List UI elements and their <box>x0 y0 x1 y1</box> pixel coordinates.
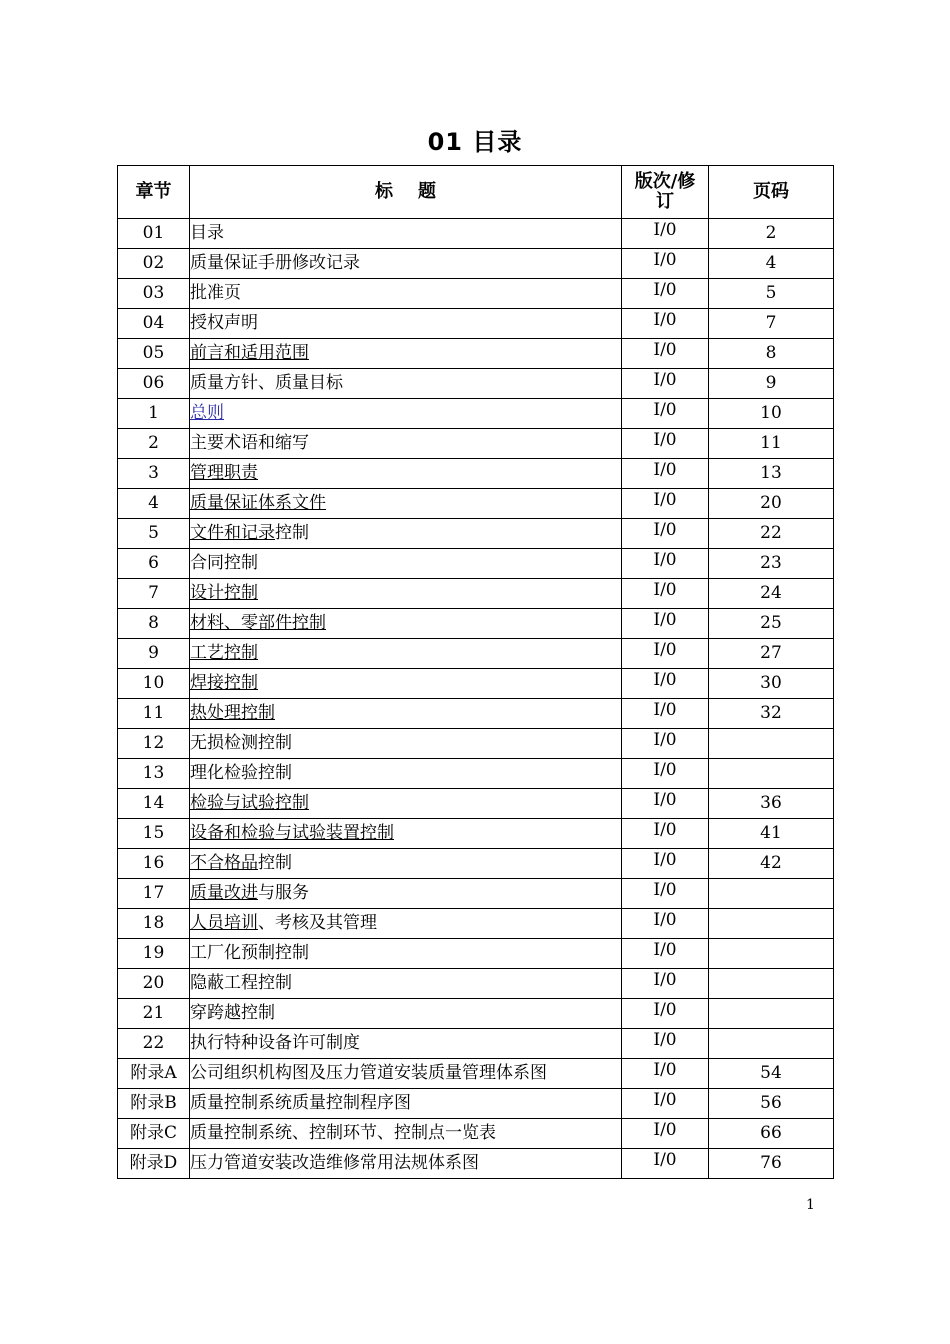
row-chapter: 14 <box>118 789 190 819</box>
row-page: 32 <box>709 699 834 729</box>
title-text: 主要术语和缩写 <box>190 433 309 453</box>
row-version <box>622 609 709 639</box>
table-row <box>118 1119 834 1149</box>
row-title <box>190 549 622 579</box>
title-link[interactable]: 前言和适用范围 <box>190 343 309 363</box>
version-text: Ⅰ/0 <box>653 550 677 570</box>
row-version <box>622 879 709 909</box>
title-link[interactable]: 焊接控制 <box>190 673 258 693</box>
version-text: Ⅰ/0 <box>653 310 677 330</box>
title-text: 质量控制系统、控制环节、控制点一览表 <box>190 1123 496 1143</box>
row-version <box>622 669 709 699</box>
version-text: Ⅰ/0 <box>653 250 677 270</box>
header-page: 页码 <box>709 166 834 219</box>
title-text: 工厂化预制控制 <box>190 943 309 963</box>
row-page: 54 <box>709 1059 834 1089</box>
row-version <box>622 1059 709 1089</box>
row-chapter: 21 <box>118 999 190 1029</box>
table-row <box>118 939 834 969</box>
row-title <box>190 639 622 669</box>
toc-body <box>118 219 834 1179</box>
row-title <box>190 429 622 459</box>
table-row <box>118 699 834 729</box>
row-title <box>190 219 622 249</box>
row-title <box>190 849 622 879</box>
table-row <box>118 369 834 399</box>
title-text: 授权声明 <box>190 313 258 333</box>
row-chapter: 10 <box>118 669 190 699</box>
row-chapter: 01 <box>118 219 190 249</box>
title-link[interactable]: 热处理控制 <box>190 703 275 723</box>
row-chapter: 附录A <box>118 1059 190 1089</box>
page-title: 01 目录 <box>427 128 523 156</box>
row-page: 66 <box>709 1119 834 1149</box>
version-text: Ⅰ/0 <box>653 850 677 870</box>
version-text: Ⅰ/0 <box>653 880 677 900</box>
table-row <box>118 1089 834 1119</box>
row-version <box>622 969 709 999</box>
title-text: 穿跨越控制 <box>190 1003 275 1023</box>
table-row <box>118 1029 834 1059</box>
table-row <box>118 639 834 669</box>
row-title <box>190 249 622 279</box>
row-page: 22 <box>709 519 834 549</box>
title-link[interactable]: 文件和记录 <box>190 523 275 543</box>
row-chapter: 17 <box>118 879 190 909</box>
table-row <box>118 909 834 939</box>
row-title <box>190 339 622 369</box>
version-text: Ⅰ/0 <box>653 1060 677 1080</box>
row-chapter: 20 <box>118 969 190 999</box>
row-version <box>622 939 709 969</box>
row-page: 76 <box>709 1149 834 1179</box>
table-row <box>118 789 834 819</box>
row-title <box>190 489 622 519</box>
row-chapter: 附录B <box>118 1089 190 1119</box>
table-row <box>118 519 834 549</box>
row-version <box>622 489 709 519</box>
row-chapter: 02 <box>118 249 190 279</box>
row-title <box>190 519 622 549</box>
row-page <box>709 879 834 909</box>
row-title <box>190 1029 622 1059</box>
version-text: Ⅰ/0 <box>653 610 677 630</box>
row-chapter: 18 <box>118 909 190 939</box>
version-text: Ⅰ/0 <box>653 220 677 240</box>
table-row <box>118 489 834 519</box>
row-page: 41 <box>709 819 834 849</box>
row-title <box>190 879 622 909</box>
row-chapter: 19 <box>118 939 190 969</box>
version-text: Ⅰ/0 <box>653 1090 677 1110</box>
table-row <box>118 309 834 339</box>
row-chapter: 04 <box>118 309 190 339</box>
row-chapter: 8 <box>118 609 190 639</box>
row-version <box>622 429 709 459</box>
row-page: 56 <box>709 1089 834 1119</box>
title-text: 质量保证手册修改记录 <box>190 253 360 273</box>
table-row <box>118 399 834 429</box>
row-chapter: 12 <box>118 729 190 759</box>
row-version <box>622 1089 709 1119</box>
row-page <box>709 729 834 759</box>
version-text: Ⅰ/0 <box>653 670 677 690</box>
row-page: 36 <box>709 789 834 819</box>
row-title <box>190 669 622 699</box>
version-text: Ⅰ/0 <box>653 820 677 840</box>
row-version <box>622 549 709 579</box>
page-number: 1 <box>806 1197 815 1213</box>
row-chapter: 13 <box>118 759 190 789</box>
row-chapter: 6 <box>118 549 190 579</box>
table-row <box>118 549 834 579</box>
title-link[interactable]: 材料、零部件控制 <box>190 613 326 633</box>
row-title <box>190 999 622 1029</box>
row-page: 4 <box>709 249 834 279</box>
row-page: 9 <box>709 369 834 399</box>
version-text: Ⅰ/0 <box>653 760 677 780</box>
row-version <box>622 639 709 669</box>
table-row <box>118 819 834 849</box>
row-page <box>709 939 834 969</box>
row-version <box>622 1119 709 1149</box>
row-title <box>190 1149 622 1179</box>
row-page <box>709 969 834 999</box>
table-row <box>118 669 834 699</box>
table-row <box>118 1149 834 1179</box>
row-title <box>190 939 622 969</box>
version-text: Ⅰ/0 <box>653 400 677 420</box>
title-link[interactable]: 不合格品 <box>190 853 258 873</box>
row-title <box>190 969 622 999</box>
row-page: 25 <box>709 609 834 639</box>
row-page: 30 <box>709 669 834 699</box>
version-text: Ⅰ/0 <box>653 1000 677 1020</box>
row-page <box>709 999 834 1029</box>
title-text: 与服务 <box>258 883 309 903</box>
row-chapter: 11 <box>118 699 190 729</box>
row-title <box>190 789 622 819</box>
row-page: 27 <box>709 639 834 669</box>
title-text: 执行特种设备许可制度 <box>190 1033 360 1053</box>
row-title <box>190 609 622 639</box>
title-text: 目录 <box>190 223 224 243</box>
row-page: 10 <box>709 399 834 429</box>
title-text: 控制 <box>258 853 292 873</box>
row-title <box>190 399 622 429</box>
version-text: Ⅰ/0 <box>653 490 677 510</box>
table-row <box>118 579 834 609</box>
version-text: Ⅰ/0 <box>653 1120 677 1140</box>
row-title <box>190 459 622 489</box>
table-row <box>118 729 834 759</box>
row-version <box>622 279 709 309</box>
version-text: Ⅰ/0 <box>653 520 677 540</box>
row-chapter: 06 <box>118 369 190 399</box>
table-row <box>118 759 834 789</box>
row-version <box>622 399 709 429</box>
table-row <box>118 279 834 309</box>
table-row <box>118 339 834 369</box>
row-page: 5 <box>709 279 834 309</box>
row-chapter: 05 <box>118 339 190 369</box>
row-chapter: 4 <box>118 489 190 519</box>
row-page: 23 <box>709 549 834 579</box>
title-link[interactable]: 人员培训 <box>190 913 258 933</box>
header-version: 版次/修订 <box>622 166 709 219</box>
title-text: 无损检测控制 <box>190 733 292 753</box>
row-title <box>190 1119 622 1149</box>
row-version <box>622 579 709 609</box>
version-text: Ⅰ/0 <box>653 700 677 720</box>
row-version <box>622 759 709 789</box>
version-text: Ⅰ/0 <box>653 910 677 930</box>
title-text: 批准页 <box>190 283 241 303</box>
row-version <box>622 309 709 339</box>
row-version <box>622 999 709 1029</box>
row-page: 13 <box>709 459 834 489</box>
row-version <box>622 339 709 369</box>
table-row <box>118 459 834 489</box>
title-text: 、考核及其管理 <box>258 913 377 933</box>
title-text: 公司组织机构图及压力管道安装质量管理体系图 <box>190 1063 547 1083</box>
row-version <box>622 729 709 759</box>
row-title <box>190 579 622 609</box>
row-title <box>190 759 622 789</box>
table-row <box>118 969 834 999</box>
table-row <box>118 999 834 1029</box>
table-row <box>118 849 834 879</box>
row-page <box>709 759 834 789</box>
row-page <box>709 1029 834 1059</box>
row-page: 42 <box>709 849 834 879</box>
title-link[interactable]: 设备和检验与试验装置控制 <box>190 823 394 843</box>
row-page: 11 <box>709 429 834 459</box>
table-row <box>118 429 834 459</box>
row-version <box>622 369 709 399</box>
row-chapter: 5 <box>118 519 190 549</box>
row-title <box>190 309 622 339</box>
row-page: 24 <box>709 579 834 609</box>
version-text: Ⅰ/0 <box>653 970 677 990</box>
row-title <box>190 699 622 729</box>
title-link[interactable]: 检验与试验控制 <box>190 793 309 813</box>
row-chapter: 2 <box>118 429 190 459</box>
table-row <box>118 219 834 249</box>
toc-table <box>117 165 834 1179</box>
version-text: Ⅰ/0 <box>653 460 677 480</box>
table-row <box>118 249 834 279</box>
title-link[interactable]: 设计控制 <box>190 583 258 603</box>
row-version <box>622 789 709 819</box>
row-page: 7 <box>709 309 834 339</box>
version-text: Ⅰ/0 <box>653 280 677 300</box>
title-link[interactable]: 质量改进 <box>190 883 258 903</box>
row-version <box>622 849 709 879</box>
row-chapter: 附录C <box>118 1119 190 1149</box>
title-text: 理化检验控制 <box>190 763 292 783</box>
row-chapter: 3 <box>118 459 190 489</box>
row-page: 8 <box>709 339 834 369</box>
header-chapter: 章节 <box>118 166 190 219</box>
title-text: 质量方针、质量目标 <box>190 373 343 393</box>
row-version <box>622 1149 709 1179</box>
row-version <box>622 459 709 489</box>
row-title <box>190 1059 622 1089</box>
row-version <box>622 1029 709 1059</box>
title-text: 压力管道安装改造维修常用法规体系图 <box>190 1153 479 1173</box>
row-title <box>190 1089 622 1119</box>
title-link[interactable]: 管理职责 <box>190 463 258 483</box>
version-text: Ⅰ/0 <box>653 730 677 750</box>
version-text: Ⅰ/0 <box>653 940 677 960</box>
header-title: 标 题 <box>190 166 622 219</box>
row-title <box>190 369 622 399</box>
row-chapter: 16 <box>118 849 190 879</box>
version-text: Ⅰ/0 <box>653 580 677 600</box>
table-row <box>118 1059 834 1089</box>
title-text: 控制 <box>275 523 309 543</box>
version-text: Ⅰ/0 <box>653 340 677 360</box>
row-version <box>622 219 709 249</box>
row-version <box>622 249 709 279</box>
row-version <box>622 909 709 939</box>
title-link[interactable]: 工艺控制 <box>190 643 258 663</box>
table-row <box>118 609 834 639</box>
row-chapter: 03 <box>118 279 190 309</box>
row-chapter: 9 <box>118 639 190 669</box>
row-version <box>622 519 709 549</box>
table-row <box>118 879 834 909</box>
version-text: Ⅰ/0 <box>653 790 677 810</box>
row-page <box>709 909 834 939</box>
row-title <box>190 279 622 309</box>
version-text: Ⅰ/0 <box>653 370 677 390</box>
row-chapter: 15 <box>118 819 190 849</box>
row-version <box>622 819 709 849</box>
title-text: 质量控制系统质量控制程序图 <box>190 1093 411 1113</box>
version-text: Ⅰ/0 <box>653 640 677 660</box>
row-title <box>190 819 622 849</box>
row-chapter: 22 <box>118 1029 190 1059</box>
version-text: Ⅰ/0 <box>653 430 677 450</box>
version-text: Ⅰ/0 <box>653 1150 677 1170</box>
row-page: 2 <box>709 219 834 249</box>
row-title <box>190 729 622 759</box>
version-text: Ⅰ/0 <box>653 1030 677 1050</box>
row-title <box>190 909 622 939</box>
row-version <box>622 699 709 729</box>
title-link[interactable]: 质量保证体系文件 <box>190 493 326 513</box>
title-link[interactable]: 总则 <box>190 403 224 423</box>
toc-header-row <box>118 166 834 219</box>
title-text: 隐蔽工程控制 <box>190 973 292 993</box>
title-text: 合同控制 <box>190 553 258 573</box>
row-chapter: 7 <box>118 579 190 609</box>
row-page: 20 <box>709 489 834 519</box>
row-chapter: 1 <box>118 399 190 429</box>
row-chapter: 附录D <box>118 1149 190 1179</box>
